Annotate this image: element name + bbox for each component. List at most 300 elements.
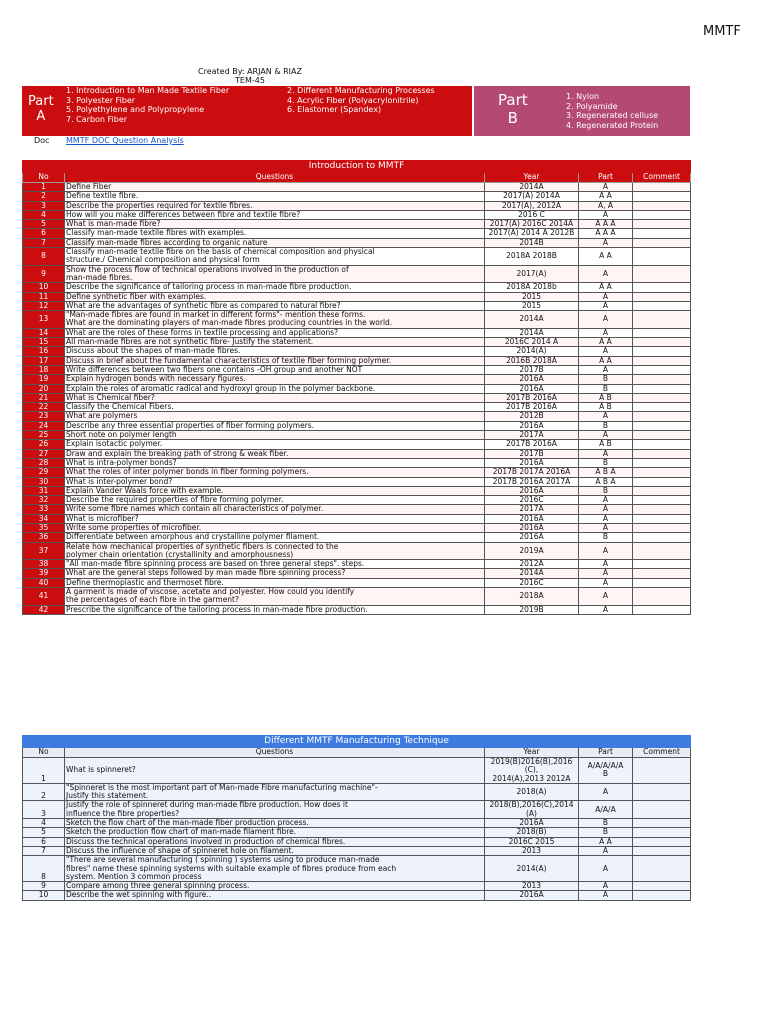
- year-cell: 2019B: [485, 605, 579, 614]
- year-cell: 2015: [485, 301, 579, 310]
- table-row: [23, 412, 691, 421]
- year-cell: 2017B: [485, 365, 579, 374]
- part-b-title: Part B: [498, 91, 528, 127]
- comment-cell: [633, 328, 691, 337]
- part-cell: A: [579, 328, 633, 337]
- row-number: 7: [23, 238, 65, 247]
- year-cell: 2016A: [485, 819, 579, 828]
- row-number: 30: [23, 477, 65, 486]
- part-cell: A: [579, 431, 633, 440]
- question-text: Compare among three general spinning process.: [65, 882, 485, 891]
- comment-cell: [633, 837, 691, 846]
- part-cell: A: [579, 265, 633, 283]
- part-cell: A: [579, 588, 633, 606]
- part-cell: A A: [579, 192, 633, 201]
- row-number: 13: [23, 311, 65, 329]
- question-text: Describe the required properties of fibre forming polymer.: [65, 496, 485, 505]
- table-row: [23, 265, 691, 283]
- table-row: [23, 882, 691, 891]
- year-cell: 2019(B)2016(B),2016 (C), 2014(A),2013 2012A: [485, 758, 579, 784]
- table-row: [23, 440, 691, 449]
- comment-cell: [633, 393, 691, 402]
- row-number: 41: [23, 588, 65, 606]
- year-cell: 2017(A) 2014A: [485, 192, 579, 201]
- created-by: Created By: ARJAN & RIAZ: [198, 67, 302, 76]
- part-cell: A: [579, 238, 633, 247]
- table-row: [23, 431, 691, 440]
- table-row: [23, 311, 691, 329]
- part-cell: A: [579, 449, 633, 458]
- col-no: No: [23, 748, 65, 758]
- year-cell: 2016C 2015: [485, 837, 579, 846]
- question-text: Define Fiber: [65, 183, 485, 192]
- table-row: [23, 588, 691, 606]
- part-cell: A A: [579, 338, 633, 347]
- table-row: [23, 837, 691, 846]
- year-cell: 2018(B): [485, 828, 579, 837]
- question-text: Discuss in brief about the fundamental characteristics of textile fiber forming polymer.: [65, 356, 485, 365]
- question-text: Discuss the influence of shape of spinneret hole on filament.: [65, 846, 485, 855]
- comment-cell: [633, 449, 691, 458]
- row-number: 10: [23, 891, 65, 900]
- year-cell: 2017(A) 2016C 2014A: [485, 220, 579, 229]
- part-cell: A: [579, 846, 633, 855]
- year-cell: 2016C 2014 A: [485, 338, 579, 347]
- table-row: [23, 183, 691, 192]
- part-cell: B: [579, 375, 633, 384]
- question-text: Define thermoplastic and thermoset fibre.: [65, 578, 485, 587]
- part-cell: A: [579, 412, 633, 421]
- comment-cell: [633, 365, 691, 374]
- question-text: Sketch the flow chart of the man-made fiber production process.: [65, 819, 485, 828]
- part-cell: A: [579, 210, 633, 219]
- row-number: 29: [23, 468, 65, 477]
- comment-cell: [633, 403, 691, 412]
- question-text: Write differences between two fibers one contains -OH group and another NOT: [65, 365, 485, 374]
- row-number: 12: [23, 301, 65, 310]
- comment-cell: [633, 783, 691, 801]
- year-cell: 2018A: [485, 588, 579, 606]
- table-row: [23, 375, 691, 384]
- question-text: All man-made fibres are not synthetic fibre- Justify the statement.: [65, 338, 485, 347]
- question-text: Prescribe the significance of the tailoring process in man-made fibre production.: [65, 605, 485, 614]
- table-row: [23, 486, 691, 495]
- question-text: Explain the roles of aromatic radical and hydroxyl group in the polymer backbone.: [65, 384, 485, 393]
- part-cell: A: [579, 856, 633, 882]
- question-text: Sketch the production flow chart of man-made filament fibre.: [65, 828, 485, 837]
- part-cell: B: [579, 458, 633, 467]
- part-cell: A/A/A/A/A B: [579, 758, 633, 784]
- question-text: Describe the properties required for textile fibres.: [65, 201, 485, 210]
- question-text: A garment is made of viscose, acetate and polyester. How could you identify the percentages of each fibre in the garment?: [65, 588, 485, 606]
- comment-cell: [633, 505, 691, 514]
- year-cell: 2014A: [485, 183, 579, 192]
- year-cell: 2016A: [485, 384, 579, 393]
- table-row: [23, 523, 691, 532]
- comment-cell: [633, 846, 691, 855]
- table-row: [23, 356, 691, 365]
- row-number: 7: [23, 846, 65, 855]
- row-number: 23: [23, 412, 65, 421]
- row-number: 1: [23, 183, 65, 192]
- comment-cell: [633, 265, 691, 283]
- comment-cell: [633, 819, 691, 828]
- part-cell: A, A: [579, 201, 633, 210]
- table-row: [23, 192, 691, 201]
- year-cell: 2016A: [485, 533, 579, 542]
- comment-cell: [633, 588, 691, 606]
- part-cell: A B A: [579, 477, 633, 486]
- corner-title: MMTF: [703, 24, 741, 39]
- question-text: Classify man-made textile fibre on the basis of chemical composition and physical structure./ Chemical composition and physical form: [65, 248, 485, 266]
- part-cell: B: [579, 828, 633, 837]
- comment-cell: [633, 882, 691, 891]
- comment-cell: [633, 891, 691, 900]
- row-number: 19: [23, 375, 65, 384]
- table-row: [23, 856, 691, 882]
- year-cell: 2017A: [485, 505, 579, 514]
- comment-cell: [633, 477, 691, 486]
- manufacturing-technique-table: [22, 735, 691, 901]
- row-number: 34: [23, 514, 65, 523]
- question-text: What is Chemical fiber?: [65, 393, 485, 402]
- comment-cell: [633, 828, 691, 837]
- table-row: [23, 201, 691, 210]
- part-cell: A: [579, 505, 633, 514]
- doc-analysis-link[interactable]: MMTF DOC Question Analysis: [66, 136, 184, 145]
- question-text: "Spinneret is the most important part of Man-made Fibre manufacturing machine"- Justify this statement.: [65, 783, 485, 801]
- year-cell: 2017B 2016A 2017A: [485, 477, 579, 486]
- table-row: [23, 560, 691, 569]
- row-number: 9: [23, 265, 65, 283]
- row-number: 17: [23, 356, 65, 365]
- table-row: [23, 229, 691, 238]
- part-cell: A: [579, 311, 633, 329]
- comment-cell: [633, 440, 691, 449]
- year-cell: 2016 C: [485, 210, 579, 219]
- part-cell: A: [579, 496, 633, 505]
- table-row: [23, 210, 691, 219]
- part-cell: A: [579, 365, 633, 374]
- col-questions: Questions: [65, 173, 485, 183]
- question-text: Explain Vander Waals force with example.: [65, 486, 485, 495]
- row-number: 1: [23, 758, 65, 784]
- part-cell: A B: [579, 403, 633, 412]
- comment-cell: [633, 220, 691, 229]
- col-year: Year: [485, 173, 579, 183]
- comment-cell: [633, 248, 691, 266]
- row-number: 37: [23, 542, 65, 560]
- comment-cell: [633, 292, 691, 301]
- table-row: [23, 846, 691, 855]
- year-cell: 2017B 2016A: [485, 440, 579, 449]
- col-comment: Comment: [633, 748, 691, 758]
- table-row: [23, 505, 691, 514]
- table-row: [23, 477, 691, 486]
- year-cell: 2018A 2018B: [485, 248, 579, 266]
- section-title: Introduction to MMTF: [23, 161, 691, 173]
- row-number: 14: [23, 328, 65, 337]
- part-cell: A: [579, 347, 633, 356]
- tem-code: TEM-45: [235, 76, 265, 85]
- year-cell: 2016C: [485, 496, 579, 505]
- comment-cell: [633, 758, 691, 784]
- table-row: [23, 496, 691, 505]
- year-cell: 2016A: [485, 458, 579, 467]
- part-cell: A B: [579, 393, 633, 402]
- comment-cell: [633, 192, 691, 201]
- part-cell: A: [579, 514, 633, 523]
- question-text: Draw and explain the breaking path of strong & weak fiber.: [65, 449, 485, 458]
- table-row: [23, 384, 691, 393]
- table-row: [23, 891, 691, 900]
- row-number: 4: [23, 210, 65, 219]
- intro-mmtf-table: [22, 160, 691, 615]
- question-text: What are the general steps followed by man made fibre spinning process?: [65, 569, 485, 578]
- part-cell: A A: [579, 248, 633, 266]
- year-cell: 2017B 2016A: [485, 403, 579, 412]
- table-row: [23, 819, 691, 828]
- part-cell: A A A: [579, 229, 633, 238]
- part-cell: A A: [579, 837, 633, 846]
- row-number: 2: [23, 783, 65, 801]
- question-text: Show the process flow of technical operations involved in the production of man-made fibres.: [65, 265, 485, 283]
- section-title: Different MMTF Manufacturing Technique: [23, 736, 691, 748]
- row-number: 24: [23, 421, 65, 430]
- row-number: 3: [23, 201, 65, 210]
- question-text: Describe the wet spinning with figure..: [65, 891, 485, 900]
- question-text: What is man-made fibre?: [65, 220, 485, 229]
- comment-cell: [633, 542, 691, 560]
- year-cell: 2018(A): [485, 783, 579, 801]
- year-cell: 2019A: [485, 542, 579, 560]
- year-cell: 2014A: [485, 328, 579, 337]
- part-a-topics-2: 2. Different Manufacturing Processes 4. Acrylic Fiber (Polyacrylonitrile) 6. Elastomer (Spandex): [287, 86, 435, 114]
- question-text: Classify man-made fibres according to organic nature: [65, 238, 485, 247]
- row-number: 2: [23, 192, 65, 201]
- part-cell: B: [579, 421, 633, 430]
- row-number: 8: [23, 248, 65, 266]
- year-cell: 2017(A): [485, 265, 579, 283]
- year-cell: 2017A: [485, 431, 579, 440]
- part-cell: A: [579, 882, 633, 891]
- row-number: 36: [23, 533, 65, 542]
- row-number: 8: [23, 856, 65, 882]
- part-a-banner: [22, 86, 472, 136]
- row-number: 6: [23, 229, 65, 238]
- question-text: Describe any three essential properties of fiber forming polymers.: [65, 421, 485, 430]
- question-text: Write some properties of microfiber.: [65, 523, 485, 532]
- year-cell: 2016A: [485, 375, 579, 384]
- part-cell: B: [579, 819, 633, 828]
- row-number: 10: [23, 283, 65, 292]
- part-cell: B: [579, 486, 633, 495]
- comment-cell: [633, 560, 691, 569]
- question-text: What are polymers: [65, 412, 485, 421]
- row-number: 3: [23, 801, 65, 819]
- year-cell: 2017(A) 2014 A 2012B: [485, 229, 579, 238]
- row-number: 18: [23, 365, 65, 374]
- year-cell: 2013: [485, 846, 579, 855]
- question-text: What is microfiber?: [65, 514, 485, 523]
- part-cell: A: [579, 542, 633, 560]
- doc-label: Doc: [34, 136, 50, 145]
- comment-cell: [633, 458, 691, 467]
- comment-cell: [633, 533, 691, 542]
- question-text: Differentiate between amorphous and crystalline polymer filament.: [65, 533, 485, 542]
- comment-cell: [633, 301, 691, 310]
- year-cell: 2017B 2016A: [485, 393, 579, 402]
- comment-cell: [633, 421, 691, 430]
- comment-cell: [633, 356, 691, 365]
- table-row: [23, 569, 691, 578]
- comment-cell: [633, 412, 691, 421]
- year-cell: 2017B: [485, 449, 579, 458]
- question-text: What is inter-polymer bond?: [65, 477, 485, 486]
- comment-cell: [633, 856, 691, 882]
- row-number: 42: [23, 605, 65, 614]
- question-text: "Man-made fibres are found in market in different forms"- mention these forms. What are the dominating players of man-made fibres producing countries in the world.: [65, 311, 485, 329]
- row-number: 28: [23, 458, 65, 467]
- table-row: [23, 458, 691, 467]
- row-number: 26: [23, 440, 65, 449]
- table-row: [23, 533, 691, 542]
- table-row: [23, 338, 691, 347]
- question-text: Relate how mechanical properties of synthetic fibers is connected to the polymer chain orientation (crystallinity and amorphousness): [65, 542, 485, 560]
- year-cell: 2013: [485, 882, 579, 891]
- table-row: [23, 238, 691, 247]
- table-row: [23, 220, 691, 229]
- comment-cell: [633, 183, 691, 192]
- row-number: 32: [23, 496, 65, 505]
- question-text: Discuss about the shapes of man-made fibres.: [65, 347, 485, 356]
- year-cell: 2017(A), 2012A: [485, 201, 579, 210]
- year-cell: 2016C: [485, 578, 579, 587]
- question-text: What are the roles of these forms in textile processing and applications?: [65, 328, 485, 337]
- question-text: "All man-made fibre spinning process are based on three general steps". steps.: [65, 560, 485, 569]
- question-text: What is spinneret?: [65, 758, 485, 784]
- year-cell: 2018(B),2016(C),2014 (A): [485, 801, 579, 819]
- part-a-title: Part A: [28, 94, 54, 124]
- year-cell: 2017B 2017A 2016A: [485, 468, 579, 477]
- table-row: [23, 292, 691, 301]
- comment-cell: [633, 523, 691, 532]
- comment-cell: [633, 375, 691, 384]
- table-row: [23, 248, 691, 266]
- comment-cell: [633, 338, 691, 347]
- comment-cell: [633, 486, 691, 495]
- year-cell: 2014(A): [485, 856, 579, 882]
- year-cell: 2014(A): [485, 347, 579, 356]
- table-row: [23, 514, 691, 523]
- row-number: 33: [23, 505, 65, 514]
- part-cell: A: [579, 183, 633, 192]
- part-cell: A: [579, 523, 633, 532]
- part-cell: A/A/A: [579, 801, 633, 819]
- row-number: 15: [23, 338, 65, 347]
- year-cell: 2012B: [485, 412, 579, 421]
- row-number: 5: [23, 220, 65, 229]
- col-part: Part: [579, 748, 633, 758]
- comment-cell: [633, 605, 691, 614]
- row-number: 31: [23, 486, 65, 495]
- comment-cell: [633, 311, 691, 329]
- comment-cell: [633, 496, 691, 505]
- year-cell: 2016A: [485, 514, 579, 523]
- year-cell: 2016A: [485, 891, 579, 900]
- row-number: 22: [23, 403, 65, 412]
- table-row: [23, 301, 691, 310]
- question-text: Classify man-made textile fibres with examples.: [65, 229, 485, 238]
- year-cell: 2016A: [485, 486, 579, 495]
- question-text: "There are several manufacturing ( spinning ) systems using to produce man-made fibres" name these spinning systems with suitable example of fibres produce from each system. Mention 3 common process: [65, 856, 485, 882]
- part-cell: A: [579, 301, 633, 310]
- table-row: [23, 605, 691, 614]
- part-cell: A: [579, 578, 633, 587]
- year-cell: 2016B 2018A: [485, 356, 579, 365]
- year-cell: 2016A: [485, 421, 579, 430]
- part-cell: A: [579, 891, 633, 900]
- table-row: [23, 347, 691, 356]
- table-row: [23, 421, 691, 430]
- comment-cell: [633, 431, 691, 440]
- part-cell: A A A: [579, 220, 633, 229]
- author-block: [190, 67, 310, 85]
- question-text: Classify the Chemical Fibers.: [65, 403, 485, 412]
- col-no: No: [23, 173, 65, 183]
- part-cell: A: [579, 605, 633, 614]
- table-row: [23, 758, 691, 784]
- comment-cell: [633, 283, 691, 292]
- table-row: [23, 578, 691, 587]
- row-number: 39: [23, 569, 65, 578]
- year-cell: 2018A 2018b: [485, 283, 579, 292]
- table-row: [23, 783, 691, 801]
- col-part: Part: [579, 173, 633, 183]
- col-comment: Comment: [633, 173, 691, 183]
- comment-cell: [633, 578, 691, 587]
- question-text: How will you make differences between fibre and textile fibre?: [65, 210, 485, 219]
- year-cell: 2012A: [485, 560, 579, 569]
- year-cell: 2015: [485, 292, 579, 301]
- row-number: 38: [23, 560, 65, 569]
- comment-cell: [633, 384, 691, 393]
- table-row: [23, 542, 691, 560]
- table-row: [23, 801, 691, 819]
- col-questions: Questions: [65, 748, 485, 758]
- part-cell: A: [579, 783, 633, 801]
- part-cell: A B: [579, 440, 633, 449]
- row-number: 4: [23, 819, 65, 828]
- question-text: What is intra-polymer bonds?: [65, 458, 485, 467]
- row-number: 6: [23, 837, 65, 846]
- col-year: Year: [485, 748, 579, 758]
- question-text: Discuss the technical operations involved in production of chemical fibres.: [65, 837, 485, 846]
- row-number: 40: [23, 578, 65, 587]
- question-text: Explain isotactic polymer.: [65, 440, 485, 449]
- part-a-topics-1: 1. Introduction to Man Made Textile Fiber 3. Polyester Fiber 5. Polyethylene and Polypropylene 7. Carbon Fiber: [66, 86, 230, 124]
- question-text: Write some fibre names which contain all characteristics of polymer.: [65, 505, 485, 514]
- part-b-banner: [474, 86, 690, 136]
- row-number: 5: [23, 828, 65, 837]
- comment-cell: [633, 347, 691, 356]
- question-text: Short note on polymer length: [65, 431, 485, 440]
- comment-cell: [633, 801, 691, 819]
- comment-cell: [633, 514, 691, 523]
- year-cell: 2014A: [485, 311, 579, 329]
- question-text: Define synthetic fiber with examples.: [65, 292, 485, 301]
- comment-cell: [633, 468, 691, 477]
